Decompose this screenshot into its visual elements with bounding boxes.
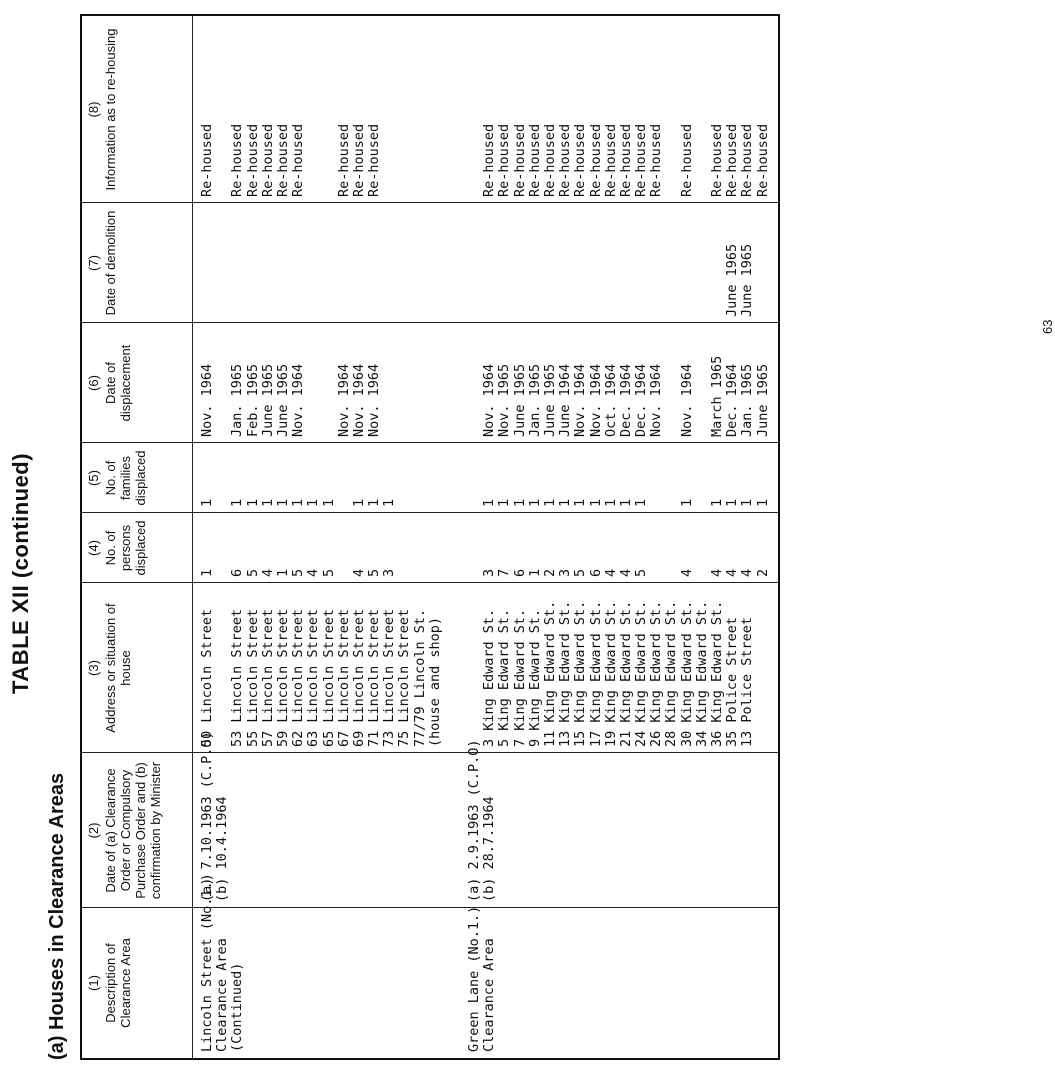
column-header	[86, 20, 118, 199]
demolition-cell	[261, 309, 276, 317]
rehousing-cell: Re-housed	[526, 123, 543, 197]
demolition-cell	[573, 244, 588, 317]
persons-cell: 1	[274, 568, 291, 577]
address-cell: 28 King Edward St.	[663, 600, 680, 747]
persons-cell	[337, 569, 352, 577]
rehousing-cell	[322, 124, 337, 197]
column-header	[86, 587, 133, 749]
rehousing-cell: Re-housed	[557, 123, 574, 197]
persons-cell: 5	[290, 568, 307, 577]
address-cell: 30 King Edward St.	[678, 600, 695, 747]
column-number: (5)	[86, 470, 101, 486]
persons-cell: 3	[481, 568, 498, 577]
families-cell: 1	[244, 498, 261, 507]
column-label: No. of families displaced	[103, 450, 148, 506]
rehousing-cell: Re-housed	[617, 123, 634, 197]
rehousing-cell: Re-housed	[229, 123, 246, 197]
demolition-cell	[756, 244, 771, 317]
displacement-cell: Nov. 1964	[199, 363, 215, 437]
column-label: Information as to re-housing	[103, 28, 118, 191]
demolition-cell	[413, 309, 428, 317]
rehousing-cell: Re-housed	[496, 123, 513, 197]
column-label: Date of displacement	[103, 344, 133, 422]
column-divider	[82, 202, 778, 203]
rehousing-cell: Re-housed	[350, 123, 367, 197]
address-cell: 75 Lincoln Street	[396, 608, 413, 747]
displacement-cell: Dec. 1964	[633, 363, 650, 437]
address-cell: 59 Lincoln Street	[274, 608, 291, 747]
displacement-cell: June 1964	[557, 363, 574, 437]
column-header	[86, 207, 118, 319]
displacement-cell: Jan. 1965	[526, 363, 543, 437]
rehousing-cell: Re-housed	[274, 123, 291, 197]
families-cell: 1	[557, 498, 574, 507]
families-cell	[467, 499, 482, 507]
displacement-cell	[428, 364, 443, 437]
column-label: No. of persons displaced	[103, 520, 148, 576]
address-cell: 9 King Edward St.	[526, 608, 543, 747]
displacement-cell: Nov. 1964	[648, 363, 665, 437]
address-cell: 11 King Edward St.	[541, 600, 558, 747]
families-cell: 1	[526, 498, 543, 507]
rehousing-cell: Re-housed	[259, 123, 276, 197]
rehousing-cell: Re-housed	[587, 123, 604, 197]
demolition-cell	[428, 309, 443, 317]
rehousing-cell: Re-housed	[724, 123, 741, 197]
persons-cell: 6	[587, 568, 604, 577]
address-cell: 34 King Edward St.	[693, 600, 710, 747]
persons-cell: 5	[244, 568, 261, 577]
address-cell: 57 Lincoln Street	[259, 608, 276, 747]
persons-cell: 5	[320, 568, 337, 577]
address-cell: 35 Police Street	[724, 616, 741, 747]
address-cell-column	[467, 601, 771, 747]
column-header	[86, 447, 148, 509]
families-cell	[413, 499, 428, 507]
persons-cell: 3	[381, 568, 398, 577]
rehousing-cell: Re-housed	[511, 123, 528, 197]
displacement-cell: Jan. 1965	[739, 363, 756, 437]
column-header	[86, 757, 163, 904]
displacement-cell: Feb. 1965	[244, 363, 261, 437]
address-cell: 67 Lincoln Street	[335, 608, 352, 747]
demolition-cell	[352, 309, 367, 317]
demolition-cell	[291, 309, 306, 317]
rehousing-cell: Re-housed	[739, 123, 756, 197]
persons-cell	[649, 569, 664, 577]
persons-cell: 2	[541, 568, 558, 577]
demolition-cell	[215, 309, 230, 317]
demolition-cell-column	[467, 244, 771, 317]
persons-cell: 5	[366, 568, 383, 577]
address-cell: 77/79 Lincoln St.	[411, 608, 428, 747]
families-cell: 1	[259, 498, 276, 507]
persons-cell	[215, 569, 230, 577]
column-label: Description of Clearance Area	[103, 938, 133, 1028]
displacement-cell: June 1965	[541, 363, 558, 437]
displacement-cell: Dec. 1964	[724, 363, 741, 437]
persons-cell: 1	[526, 568, 543, 577]
rehousing-cell-column	[467, 124, 771, 197]
order-date: (a) 2.9.1963 (C.P.O) (b) 28.7.1964	[466, 739, 498, 902]
displacement-cell	[413, 364, 428, 437]
families-cell: 1	[754, 498, 771, 507]
families-cell: 1	[709, 498, 725, 507]
families-cell: 1	[496, 498, 513, 507]
column-header	[86, 327, 133, 439]
persons-cell: 4	[678, 568, 695, 577]
displacement-cell: June 1965	[511, 363, 528, 437]
displacement-cell: Nov. 1964	[366, 363, 383, 437]
address-cell	[467, 601, 482, 747]
column-header	[86, 912, 133, 1054]
column-divider	[82, 752, 778, 753]
rehousing-cell	[695, 124, 710, 197]
persons-cell	[397, 569, 412, 577]
displacement-cell	[215, 364, 230, 437]
column-number: (8)	[86, 101, 101, 118]
order-date: (a) 7.10.1963 (C.P.O) (b) 10.4.1964	[199, 731, 231, 902]
address-cell: 71 Lincoln Street	[366, 608, 383, 747]
address-cell: 15 King Edward St.	[572, 600, 589, 747]
rehousing-cell	[215, 124, 230, 197]
address-cell: 19 King Edward St.	[602, 600, 619, 747]
demolition-cell	[482, 244, 497, 317]
persons-cell: 7	[496, 568, 513, 577]
demolition-cell	[497, 244, 512, 317]
persons-cell: 4	[350, 568, 367, 577]
displacement-cell: Nov. 1964	[335, 363, 352, 437]
rehousing-cell: Re-housed	[633, 123, 650, 197]
displacement-cell	[382, 364, 397, 437]
header-divider	[192, 16, 193, 1058]
address-cell: 36 King Edward St.	[709, 600, 725, 747]
column-header	[86, 517, 148, 579]
address-cell: 69 Lincoln Street	[350, 608, 367, 747]
families-cell: 1	[381, 498, 398, 507]
persons-cell: 4	[602, 568, 619, 577]
rehousing-cell	[413, 124, 428, 197]
displacement-cell: Nov. 1964	[350, 363, 367, 437]
displacement-cell: Dec. 1964	[617, 363, 634, 437]
address-cell: 73 Lincoln Street	[381, 608, 398, 747]
area-description: Green Lane (No.1.) Clearance Area	[466, 905, 498, 1052]
rehousing-cell	[664, 124, 679, 197]
families-cell: 1	[572, 498, 589, 507]
rehousing-cell: Re-housed	[290, 123, 307, 197]
families-cell	[695, 499, 710, 507]
address-cell: 13 Police Street	[739, 616, 756, 747]
persons-cell: 4	[305, 568, 322, 577]
address-cell: 21 King Edward St.	[617, 600, 634, 747]
address-cell	[215, 609, 230, 747]
demolition-cell	[695, 244, 710, 317]
rehousing-cell	[382, 124, 397, 197]
families-cell: 1	[320, 498, 337, 507]
persons-cell: 4	[739, 568, 756, 577]
families-cell	[337, 499, 352, 507]
displacement-cell: March 1965	[709, 355, 725, 437]
demolition-cell	[634, 244, 649, 317]
demolition-cell	[230, 309, 245, 317]
column-divider	[82, 582, 778, 583]
demolition-cell-column	[200, 309, 443, 317]
address-cell: 26 King Edward St.	[648, 600, 665, 747]
address-cell: 55 Lincoln Street	[244, 608, 261, 747]
persons-cell: 4	[709, 568, 725, 577]
address-cell: 13 King Edward St.	[557, 600, 574, 747]
demolition-cell	[649, 244, 664, 317]
area-description: Lincoln Street (No.1.) Clearance Area (Continued)	[199, 873, 246, 1052]
demolition-cell	[664, 244, 679, 317]
persons-cell	[695, 569, 710, 577]
demolition-cell	[543, 244, 558, 317]
column-label: Date of (a) Clearance Order or Compulsory Purchase Order and (b) confirmation by Minister	[103, 761, 163, 900]
rehousing-cell: Re-housed	[602, 123, 619, 197]
persons-cell: 1	[199, 568, 215, 577]
families-cell: 1	[617, 498, 634, 507]
address-cell: 53 Lincoln Street	[229, 608, 246, 747]
displacement-cell	[397, 364, 412, 437]
demolition-cell: June 1965	[739, 243, 756, 317]
address-cell: 50 Lincoln Street	[199, 608, 215, 747]
rehousing-cell: Re-housed	[244, 123, 261, 197]
persons-cell-column	[200, 569, 443, 577]
families-cell: 1	[724, 498, 741, 507]
column-divider	[82, 442, 778, 443]
displacement-cell: Nov. 1964	[678, 363, 695, 437]
rehousing-cell	[467, 124, 482, 197]
table-subtitle: (a) Houses in Clearance Areas	[46, 772, 68, 1060]
families-cell: 1	[678, 498, 695, 507]
column-number: (7)	[86, 255, 101, 271]
families-cell: 1	[602, 498, 619, 507]
demolition-cell	[382, 309, 397, 317]
families-cell: 1	[587, 498, 604, 507]
persons-cell	[467, 569, 482, 577]
demolition-cell	[528, 244, 543, 317]
demolition-cell	[710, 244, 725, 317]
address-cell: 5 King Edward St.	[496, 608, 513, 747]
families-cell-column	[200, 499, 443, 507]
demolition-cell	[306, 309, 321, 317]
displacement-cell: June 1965	[259, 363, 276, 437]
rehousing-cell: Re-housed	[335, 123, 352, 197]
persons-cell	[664, 569, 679, 577]
demolition-cell	[680, 244, 695, 317]
displacement-cell	[306, 364, 321, 437]
rehousing-cell: Re-housed	[709, 123, 725, 197]
persons-cell: 4	[259, 568, 276, 577]
rehousing-cell: Re-housed	[199, 123, 215, 197]
families-cell: 1	[481, 498, 498, 507]
families-cell: 1	[305, 498, 322, 507]
rehousing-cell: Re-housed	[648, 123, 665, 197]
column-number: (1)	[86, 975, 101, 991]
rehousing-cell: Re-housed	[678, 123, 695, 197]
families-cell: 1	[350, 498, 367, 507]
address-cell: 63 Lincoln Street	[305, 608, 322, 747]
persons-cell	[413, 569, 428, 577]
rehousing-cell: Re-housed	[481, 123, 498, 197]
demolition-cell	[619, 244, 634, 317]
persons-cell: 6	[229, 568, 246, 577]
address-cell: 62 Lincoln Street	[290, 608, 307, 747]
displacement-cell	[322, 364, 337, 437]
table-title: TABLE XII (continued)	[8, 452, 33, 694]
address-cell-column	[200, 609, 443, 747]
column-number: (4)	[86, 540, 101, 556]
families-cell: 1	[366, 498, 383, 507]
column-divider	[82, 512, 778, 513]
displacement-cell-column	[200, 364, 443, 437]
demolition-cell	[246, 309, 261, 317]
persons-cell	[428, 569, 443, 577]
address-cell: 24 King Edward St.	[633, 600, 650, 747]
persons-cell: 4	[724, 568, 741, 577]
column-number: (6)	[86, 375, 101, 391]
persons-cell-column	[467, 569, 771, 577]
column-number: (2)	[86, 822, 101, 839]
column-number: (3)	[86, 660, 101, 676]
families-cell	[649, 499, 664, 507]
demolition-cell	[397, 309, 412, 317]
column-divider	[82, 907, 778, 908]
displacement-cell: Nov. 1964	[481, 363, 498, 437]
families-cell	[215, 499, 230, 507]
families-cell	[664, 499, 679, 507]
families-cell: 1	[511, 498, 528, 507]
address-cell: 65 Lincoln Street	[320, 608, 337, 747]
persons-cell: 3	[557, 568, 574, 577]
rehousing-cell: Re-housed	[541, 123, 558, 197]
families-cell-column	[467, 499, 771, 507]
displacement-cell	[467, 356, 482, 437]
families-cell: 1	[199, 498, 215, 507]
families-cell: 1	[633, 498, 650, 507]
rehousing-cell	[397, 124, 412, 197]
families-cell: 1	[541, 498, 558, 507]
column-label: Date of demolition	[103, 210, 118, 316]
displacement-cell-column	[467, 356, 771, 437]
page-number: 63	[1040, 319, 1055, 334]
rehousing-cell	[428, 124, 443, 197]
displacement-cell: Nov. 1964	[587, 363, 604, 437]
column-divider	[82, 322, 778, 323]
persons-cell: 4	[617, 568, 634, 577]
demolition-cell	[322, 309, 337, 317]
displacement-cell: June 1965	[754, 363, 771, 437]
displacement-cell	[664, 356, 679, 437]
demolition-cell	[604, 244, 619, 317]
persons-cell: 6	[511, 568, 528, 577]
address-cell	[756, 601, 771, 747]
displacement-cell: Oct. 1964	[602, 363, 619, 437]
displacement-cell	[695, 356, 710, 437]
families-cell: 1	[229, 498, 246, 507]
rehousing-cell	[306, 124, 321, 197]
rehousing-cell-column	[200, 124, 443, 197]
demolition-cell	[558, 244, 573, 317]
displacement-cell: Nov. 1964	[572, 363, 589, 437]
displacement-cell: Jan. 1965	[229, 363, 246, 437]
demolition-cell	[589, 244, 604, 317]
displacement-cell: Nov. 1965	[496, 363, 513, 437]
families-cell	[397, 499, 412, 507]
address-cell: 7 King Edward St.	[511, 608, 528, 747]
demolition-cell	[276, 309, 291, 317]
address-cell: (house and shop)	[426, 616, 443, 747]
families-cell	[428, 499, 443, 507]
demolition-cell	[467, 244, 482, 317]
demolition-cell	[200, 309, 215, 317]
column-label: Address or situation of house	[103, 603, 133, 733]
persons-cell: 5	[572, 568, 589, 577]
families-cell: 1	[739, 498, 756, 507]
families-cell: 1	[290, 498, 307, 507]
rehousing-cell: Re-housed	[366, 123, 383, 197]
displacement-cell: Nov. 1964	[290, 363, 307, 437]
rehousing-cell: Re-housed	[754, 123, 771, 197]
demolition-cell	[513, 244, 528, 317]
demolition-cell	[367, 309, 382, 317]
persons-cell: 5	[633, 568, 650, 577]
address-cell: 17 King Edward St.	[587, 600, 604, 747]
rehousing-cell: Re-housed	[572, 123, 589, 197]
demolition-cell	[337, 309, 352, 317]
displacement-cell: June 1965	[274, 363, 291, 437]
demolition-cell: June 1965	[724, 243, 741, 317]
clearance-table	[80, 14, 780, 1060]
address-cell: 3 King Edward St.	[481, 608, 498, 747]
persons-cell: 2	[754, 568, 771, 577]
families-cell: 1	[274, 498, 291, 507]
